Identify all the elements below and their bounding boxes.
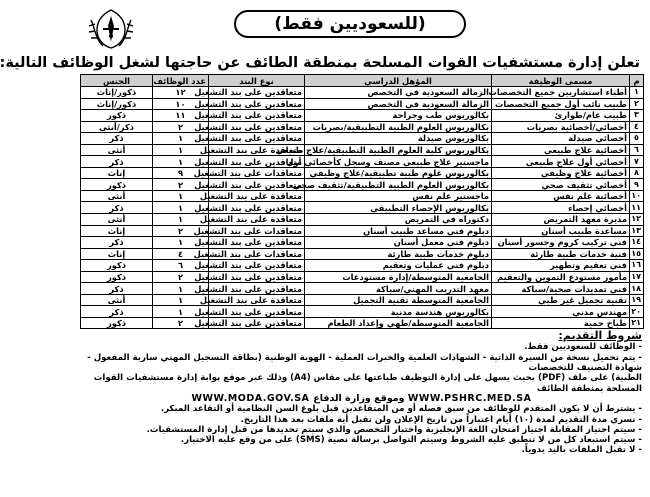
- job-count: ٤: [153, 248, 209, 260]
- table-row: [81, 317, 644, 329]
- item-type: متعاقدين على بند التشغيل: [209, 306, 305, 318]
- qualification: معهد التدريب المهني/سباكة: [305, 283, 492, 295]
- item-type: متعاقدين على بند التشغيل: [209, 156, 305, 168]
- row-number: ٥: [630, 133, 644, 145]
- job-title: أطباء استشاريين جميع التخصصات: [492, 87, 630, 99]
- condition-item: - يشترط أن لا يكون المتقدم للوظائف من سبق فصله أو من المتقاعدين قبل بلوغ السن النظامية أو التقاعد المبكر.: [160, 404, 642, 415]
- condition-urls: [81, 394, 642, 404]
- job-count: ١: [153, 133, 209, 145]
- gender: ذكور: [81, 260, 153, 272]
- item-type: متعاقدين على بند التشغيل: [209, 179, 305, 191]
- gender: ذكر: [81, 133, 153, 145]
- item-type: متعاقدة على بند التشغيل: [209, 214, 305, 226]
- job-title: فنية خدمات طبية طارئة: [492, 248, 630, 260]
- qualification: الجامعية المتوسطة تقنية التجميل: [305, 294, 492, 306]
- item-type: متعاقدين على بند التشغيل: [209, 271, 305, 283]
- item-type: متعاقدين على بند التشغيل: [209, 283, 305, 295]
- qualification: بكالوريوس الإحصاء التطبيقي: [305, 202, 492, 214]
- gender: ذكور/إناث: [81, 98, 153, 110]
- job-count: ١٠: [153, 98, 209, 110]
- condition-item: - تسري مدة التقديم لمدة (١٠) أيام اعتباراً من تاريخ الإعلان ولن تقبل أية ملفات بعد هذا التاريخ.: [240, 414, 642, 425]
- row-number: ٢: [630, 98, 644, 110]
- job-title: أخصائية علم نفس: [492, 190, 630, 202]
- job-count: ١: [153, 283, 209, 295]
- saudis-only-banner: (للسعوديين فقط): [234, 10, 466, 38]
- qualification: الجامعية المتوسطة/إدارة مستودعات: [305, 271, 492, 283]
- job-count: ٢: [153, 271, 209, 283]
- condition-item: - يتم تحميل نسخة من السيرة الذاتية - الشهادات العلمية والخبرات العملية - الهوية الوطنية (بطاقة التسجيل المهني سارية المفعول - شهادة التصنيف للتخصصات: [87, 352, 642, 374]
- qualification: بكالوريوس العلوم الطبية التطبيقية/تثقيف صحي: [305, 179, 492, 191]
- portal-urls[interactable]: WWW.MODA.GOV.SA وموقع وزارة الدفاع WWW.PSHRC.MED.SA: [191, 392, 532, 404]
- job-count: ١: [153, 144, 209, 156]
- row-number: ١٣: [630, 225, 644, 237]
- gender: ذكر: [81, 306, 153, 318]
- gender: ذكور: [81, 179, 153, 191]
- gender: أنثى: [81, 214, 153, 226]
- qualification: بكالوريوس كلية العلوم الطبية التطبيقية/علاج طبيعي: [305, 144, 492, 156]
- qualification: دبلوم فني معمل أسنان: [305, 237, 492, 249]
- job-count: ١: [153, 294, 209, 306]
- header-gender: الجنس: [81, 75, 153, 87]
- table-row: [81, 121, 644, 133]
- job-title: فني تركيب كروم وجسور أسنان: [492, 237, 630, 249]
- qualification: الزمالة السعودية في التخصص: [305, 98, 492, 110]
- condition-item: - الوظائف للسعوديين فقط.: [524, 342, 642, 353]
- table-row: [81, 225, 644, 237]
- job-title: مهندس مدني: [492, 306, 630, 318]
- header-num: م: [630, 75, 644, 87]
- qualification: بكالوريوس هندسة مدنية: [305, 306, 492, 318]
- gender: إناث: [81, 225, 153, 237]
- job-count: ١: [153, 156, 209, 168]
- gender: ذكر: [81, 202, 153, 214]
- gender: أنثى: [81, 144, 153, 156]
- job-title: أخصائي أول علاج طبيعي: [492, 156, 630, 168]
- item-type: متعاقدة على بند التشغيل: [209, 144, 305, 156]
- job-title: تقنية تجميل غير طبي: [492, 294, 630, 306]
- job-title: أخصائية علاج طبيعي: [492, 144, 630, 156]
- row-number: ١٦: [630, 260, 644, 272]
- gender: إناث: [81, 248, 153, 260]
- table-row: [81, 167, 644, 179]
- qualification: ماجستير علم نفس: [305, 190, 492, 202]
- item-type: متعاقدين على بند التشغيل: [209, 87, 305, 99]
- table-row: [81, 190, 644, 202]
- table-row: [81, 283, 644, 295]
- table-row: [81, 260, 644, 272]
- condition-item: - سيتم استبعاد كل من لا تنطبق عليه الشروط وسيتم التواصل برسالة نصية (SMS) على من وقع عليه الاختيار.: [180, 435, 642, 446]
- job-count: ١: [153, 190, 209, 202]
- row-number: ٨: [630, 167, 644, 179]
- row-number: ٣: [630, 110, 644, 122]
- item-type: متعاقدين على بند التشغيل: [209, 317, 305, 329]
- item-type: متعاقدين على بند التشغيل: [209, 237, 305, 249]
- item-type: متعاقدات على بند التشغيل: [209, 248, 305, 260]
- table-row: [81, 179, 644, 191]
- gender: ذكور: [81, 271, 153, 283]
- header-job: مسمى الوظيفة: [492, 75, 630, 87]
- gender: أنثى: [81, 190, 153, 202]
- gender: أنثى: [81, 294, 153, 306]
- condition-item: - سيتم اجتياز المقابلة اجتياز امتحان اللغة الإنجليزية واختبار التخصص والذي سيتم تحديدها من قبل إدارة المستشفيات.: [146, 424, 642, 435]
- row-number: ١٢: [630, 214, 644, 226]
- job-title: مساعدة طبيب أسنان: [492, 225, 630, 237]
- job-title: أخصائي إحصاء: [492, 202, 630, 214]
- row-number: ٦: [630, 144, 644, 156]
- table-row: [81, 202, 644, 214]
- item-type: متعاقدين على بند التشغيل: [209, 110, 305, 122]
- qualification: دبلوم فني مساعد طبيب أسنان: [305, 225, 492, 237]
- gender: ذكر/أنثى: [81, 121, 153, 133]
- row-number: ١: [630, 87, 644, 99]
- gender: ذكر: [81, 283, 153, 295]
- row-number: ٢٠: [630, 306, 644, 318]
- row-number: ٩: [630, 179, 644, 191]
- gender: ذكر: [81, 156, 153, 168]
- row-number: ١٧: [630, 271, 644, 283]
- row-number: ١١: [630, 202, 644, 214]
- jobs-table: [80, 74, 644, 329]
- table-row: [81, 133, 644, 145]
- job-count: ١: [153, 306, 209, 318]
- job-count: ٢: [153, 179, 209, 191]
- item-type: متعاقدات على بند التشغيل: [209, 167, 305, 179]
- table-row: [81, 156, 644, 168]
- job-title: أخصائي صيدلة: [492, 133, 630, 145]
- row-number: ١٩: [630, 294, 644, 306]
- condition-item: الطبية) على ملف (PDF) بحيث يسهل على إدارة التوظيف طباعتها على مقاس (A4) وذلك عبر موقع بوابة إدارة مستشفيات القوات المسلحة بمنطقة الطائف: [93, 373, 642, 394]
- header-item-type: نوع البند: [209, 75, 305, 87]
- conditions-title: شروط التقديم:: [558, 329, 642, 343]
- item-type: متعاقدين على بند التشغيل: [209, 121, 305, 133]
- job-count: ١: [153, 214, 209, 226]
- table-row: [81, 271, 644, 283]
- row-number: ٧: [630, 156, 644, 168]
- table-row: [81, 237, 644, 249]
- qualification: دبلوم خدمات طبية طارئة: [305, 248, 492, 260]
- qualification: الزمالة السعودية في التخصص: [305, 87, 492, 99]
- table-row: [81, 87, 644, 99]
- qualification: بكالوريوس طب وجراحة: [305, 110, 492, 122]
- job-title: مديرة معهد التمريض: [492, 214, 630, 226]
- job-count: ١١: [153, 110, 209, 122]
- job-title: فني تمديدات صحية/سباكة: [492, 283, 630, 295]
- job-count: ١: [153, 237, 209, 249]
- gender: ذكر: [81, 237, 153, 249]
- table-row: [81, 306, 644, 318]
- job-title: أخصائية علاج وظيفي: [492, 167, 630, 179]
- job-title: مأمور مستودع التموين والتعقيم: [492, 271, 630, 283]
- job-title: أخصائي تثقيف صحي: [492, 179, 630, 191]
- item-type: متعاقدين على بند التشغيل: [209, 98, 305, 110]
- job-count: ٦: [153, 260, 209, 272]
- job-title: طباخ حمية: [492, 317, 630, 329]
- gender: ذكور: [81, 317, 153, 329]
- header: [79, 4, 644, 54]
- row-number: ٤: [630, 121, 644, 133]
- item-type: متعاقدين على بند التشغيل: [209, 260, 305, 272]
- table-row: [81, 110, 644, 122]
- job-count: ٩: [153, 167, 209, 179]
- item-type: متعاقدين على بند التشغيل: [209, 133, 305, 145]
- job-count: ٢: [153, 317, 209, 329]
- job-count: ٢: [153, 121, 209, 133]
- job-count: ١: [153, 202, 209, 214]
- job-title: فني تعقيم وتطهير: [492, 260, 630, 272]
- qualification: دكتوراه في التمريض: [305, 214, 492, 226]
- table-row: [81, 98, 644, 110]
- conditions-list: [81, 342, 642, 455]
- job-count: ١٢: [153, 87, 209, 99]
- condition-item: - لا تقبل الملفات باليد يدوياً.: [521, 445, 642, 456]
- gender: ذكور: [81, 110, 153, 122]
- qualification: بكالوريوس صيدلة: [305, 133, 492, 145]
- announcement-headline: تعلن إدارة مستشفيات القوات المسلحة بمنطقة الطائف عن حاجتها لشغل الوظائف التالية:: [0, 55, 640, 71]
- item-type: متعاقدات على بند التشغيل: [209, 225, 305, 237]
- qualification: بكالوريوس العلوم الطبية التطبيقية/بصريات: [305, 121, 492, 133]
- qualification: الجامعية المتوسطة/طهي وإعداد الطعام: [305, 317, 492, 329]
- row-number: ١٤: [630, 237, 644, 249]
- table-row: [81, 248, 644, 260]
- table-row: [81, 144, 644, 156]
- table-row: [81, 294, 644, 306]
- item-type: متعاقدة على بند التشغيل: [209, 294, 305, 306]
- row-number: ٢١: [630, 317, 644, 329]
- item-type: متعاقدة على بند التشغيل: [209, 190, 305, 202]
- qualification: ماجستير علاج طبيعي مصنف وسجل كأخصائي أول: [305, 156, 492, 168]
- row-number: ١٥: [630, 248, 644, 260]
- job-title: أخصائي/أخصائية بصريات: [492, 121, 630, 133]
- job-title: طبيب نائب أول جميع التخصصات: [492, 98, 630, 110]
- item-type: متعاقدين على بند التشغيل: [209, 202, 305, 214]
- table-row: [81, 214, 644, 226]
- job-count: ٢: [153, 225, 209, 237]
- armed-forces-emblem-icon: [85, 6, 137, 52]
- gender: إناث: [81, 167, 153, 179]
- qualification: بكالوريوس علوم طبية تطبيقية/علاج وظيفي: [305, 167, 492, 179]
- header-qualification: المؤهل الدراسي: [305, 75, 492, 87]
- row-number: ١٨: [630, 283, 644, 295]
- row-number: ١٠: [630, 190, 644, 202]
- header-count: عدد الوظائف: [153, 75, 209, 87]
- qualification: دبلوم فني عمليات وتعقيم: [305, 260, 492, 272]
- job-title: طبيب عام/طوارئ: [492, 110, 630, 122]
- table-header-row: [81, 75, 644, 87]
- gender: ذكور/إناث: [81, 87, 153, 99]
